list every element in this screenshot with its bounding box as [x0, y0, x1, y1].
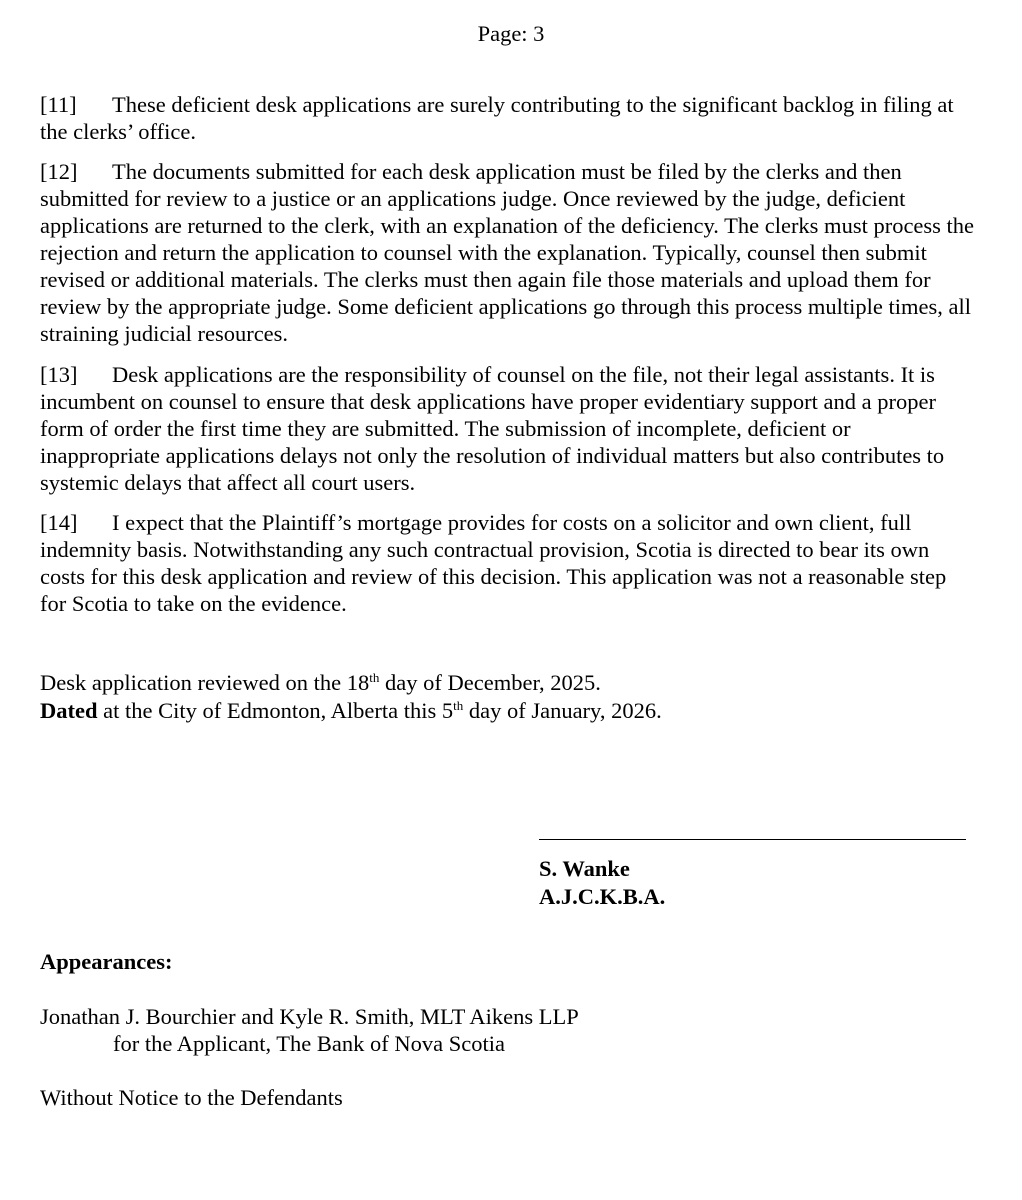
paragraph-number: [14]	[40, 510, 78, 535]
review-date-suffix: day of December, 2025.	[379, 670, 601, 695]
paragraph-text: Desk applications are the responsibility of counsel on the file, not their legal assistants. It is incumbent on counsel to ensure that desk applications have proper evidentiary support and a proper form of order the first time they are submitted. The submission of incomplete, deficient or inappropriate applications delays not only the resolution of individual matters but also contributes to systemic delays that affect all court users.	[40, 362, 945, 495]
paragraph-13	[40, 361, 975, 496]
review-date-line	[40, 669, 601, 696]
counsel-names: Jonathan J. Bourchier and Kyle R. Smith, MLT Aikens LLP	[40, 1004, 579, 1029]
paragraph-number: [11]	[40, 92, 77, 117]
page-number-header: Page: 3	[477, 21, 545, 46]
dated-label: Dated	[40, 698, 98, 723]
dated-ordinal: th	[453, 698, 464, 713]
paragraph-text: The documents submitted for each desk application must be filed by the clerks and then submitted for review to a justice or an applications judge. Once reviewed by the judge, deficient applications are returned to the clerk, with an explanation of the deficiency. The clerks must process the rejection and return the application to counsel with the explanation. Typically, counsel then submit revised or additional materials. The clerks must then again file those materials and upload them for review by the appropriate judge. Some deficient applications go through this process multiple times, all straining judicial resources.	[40, 159, 975, 346]
dated-suffix: day of January, 2026.	[463, 698, 662, 723]
paragraph-11	[40, 91, 975, 145]
signature-line	[539, 839, 966, 840]
signatory-title: A.J.C.K.B.A.	[539, 884, 666, 909]
paragraph-12	[40, 158, 975, 347]
review-date-ordinal: th	[369, 670, 380, 685]
paragraph-14	[40, 509, 975, 617]
paragraph-number: [12]	[40, 159, 78, 184]
paragraph-text: I expect that the Plaintiff’s mortgage provides for costs on a solicitor and own client, full indemnity basis. Notwithstanding any such contractual provision, Scotia is directed to bear its own costs for this desk application and review of this decision. This application was not a reasonable step for Scotia to take on the evidence.	[40, 510, 947, 616]
notice-line: Without Notice to the Defendants	[40, 1085, 343, 1110]
dated-prefix: at the City of Edmonton, Alberta this 5	[97, 698, 454, 723]
counsel-role: for the Applicant, The Bank of Nova Scotia	[113, 1031, 505, 1056]
review-date-prefix: Desk application reviewed on the 18	[40, 670, 370, 695]
paragraph-text: These deficient desk applications are surely contributing to the significant backlog in filing at the clerks’ office.	[40, 92, 954, 144]
appearances-heading: Appearances:	[40, 949, 173, 974]
signatory-name: S. Wanke	[539, 856, 630, 881]
paragraph-number: [13]	[40, 362, 78, 387]
dated-line	[40, 697, 662, 724]
